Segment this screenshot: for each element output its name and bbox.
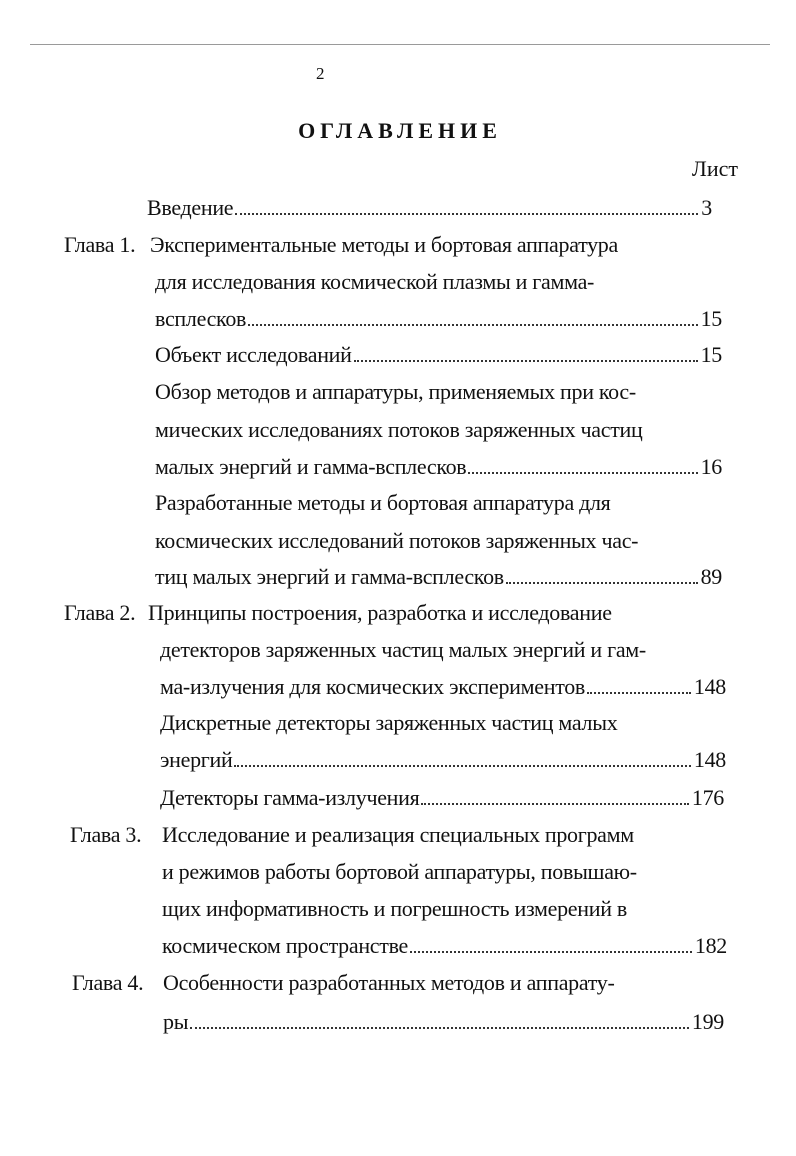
entry-text: космическом пространстве [162, 933, 409, 958]
toc-entry-introduction [147, 194, 712, 222]
dot-leader [506, 582, 698, 584]
entry-text: Экспериментальные методы и бортовая аппаратура [150, 232, 618, 257]
toc-entry-object [155, 341, 722, 369]
entry-line [155, 268, 594, 296]
entry-text: Исследование и реализация специальных программ [162, 822, 634, 847]
entry-text: энергий [160, 747, 233, 772]
entry-line [160, 746, 726, 774]
entry-line [162, 895, 627, 923]
entry-line [155, 305, 722, 333]
entry-page: 199 [691, 1009, 724, 1034]
dot-leader [248, 324, 697, 326]
entry-page: 15 [700, 342, 722, 367]
entry-line [160, 673, 726, 701]
entry-page: 15 [700, 306, 722, 331]
entry-page: 148 [693, 674, 726, 699]
entry-text: малых энергий и гамма-всплесков [155, 454, 467, 479]
top-rule [30, 44, 770, 45]
entry-text: мических исследованиях потоков заряженных частиц [155, 417, 643, 442]
chapter-label: Глава 3. [70, 822, 142, 847]
entry-line [155, 527, 638, 555]
entry-text: детекторов заряженных частиц малых энергий и гам- [160, 637, 646, 662]
toc-chapter-3 [70, 821, 634, 849]
toc-entry-gamma-detectors [160, 784, 724, 812]
dot-leader [354, 360, 698, 362]
chapter-label: Глава 1. [64, 232, 136, 257]
toc-entry-developed-methods [155, 489, 611, 517]
entry-text: ма-излучения для космических экспериментов [160, 674, 586, 699]
dot-leader [234, 765, 690, 767]
entry-text: и режимов работы бортовой аппаратуры, повышаю- [162, 859, 637, 884]
dot-leader [421, 803, 688, 805]
entry-page: 89 [700, 564, 722, 589]
page-title: ОГЛАВЛЕНИЕ [298, 118, 502, 143]
dot-leader [587, 692, 691, 694]
toc-chapter-2 [64, 599, 612, 627]
entry-page: 176 [691, 785, 724, 810]
entry-text: Принципы построения, разработка и исследование [148, 600, 612, 625]
entry-line [162, 932, 727, 960]
dot-leader [190, 1027, 689, 1029]
dot-leader [468, 472, 697, 474]
entry-text: всплесков [155, 306, 247, 331]
entry-text: Введение [147, 195, 234, 220]
entry-line [155, 453, 722, 481]
entry-text: Особенности разработанных методов и аппарату- [163, 970, 615, 995]
entry-page: 182 [694, 933, 727, 958]
column-header-sheet: Лист [691, 156, 738, 181]
dot-leader [410, 951, 692, 953]
toc-chapter-1 [64, 231, 686, 259]
entry-text: Дискретные детекторы заряженных частиц малых [160, 710, 618, 735]
entry-line [155, 416, 642, 444]
entry-page: 16 [700, 454, 722, 479]
page-number: 2 [316, 64, 325, 83]
toc-entry-review [155, 378, 636, 406]
entry-line [160, 636, 646, 664]
dot-leader [235, 213, 698, 215]
chapter-label: Глава 2. [64, 600, 136, 625]
entry-text: Детекторы гамма-излучения [160, 785, 420, 810]
entry-text: Разработанные методы и бортовая аппаратура для [155, 490, 611, 515]
entry-text: Обзор методов и аппаратуры, применяемых при кос- [155, 379, 636, 404]
entry-text: ры [163, 1009, 189, 1034]
toc-chapter-4 [72, 969, 615, 997]
entry-text: космических исследований потоков заряженных час- [155, 528, 639, 553]
entry-text: Объект исследований [155, 342, 352, 367]
entry-page: 3 [701, 195, 712, 220]
entry-text: тиц малых энергий и гамма-всплесков [155, 564, 504, 589]
entry-page: 148 [693, 747, 726, 772]
entry-text: щих информативность и погрешность измерений в [162, 896, 627, 921]
entry-line [155, 563, 722, 591]
toc-entry-discrete-detectors [160, 709, 617, 737]
entry-line [162, 858, 637, 886]
entry-text: для исследования космической плазмы и гамма- [155, 269, 595, 294]
chapter-label: Глава 4. [72, 970, 144, 995]
entry-line [163, 1008, 724, 1036]
